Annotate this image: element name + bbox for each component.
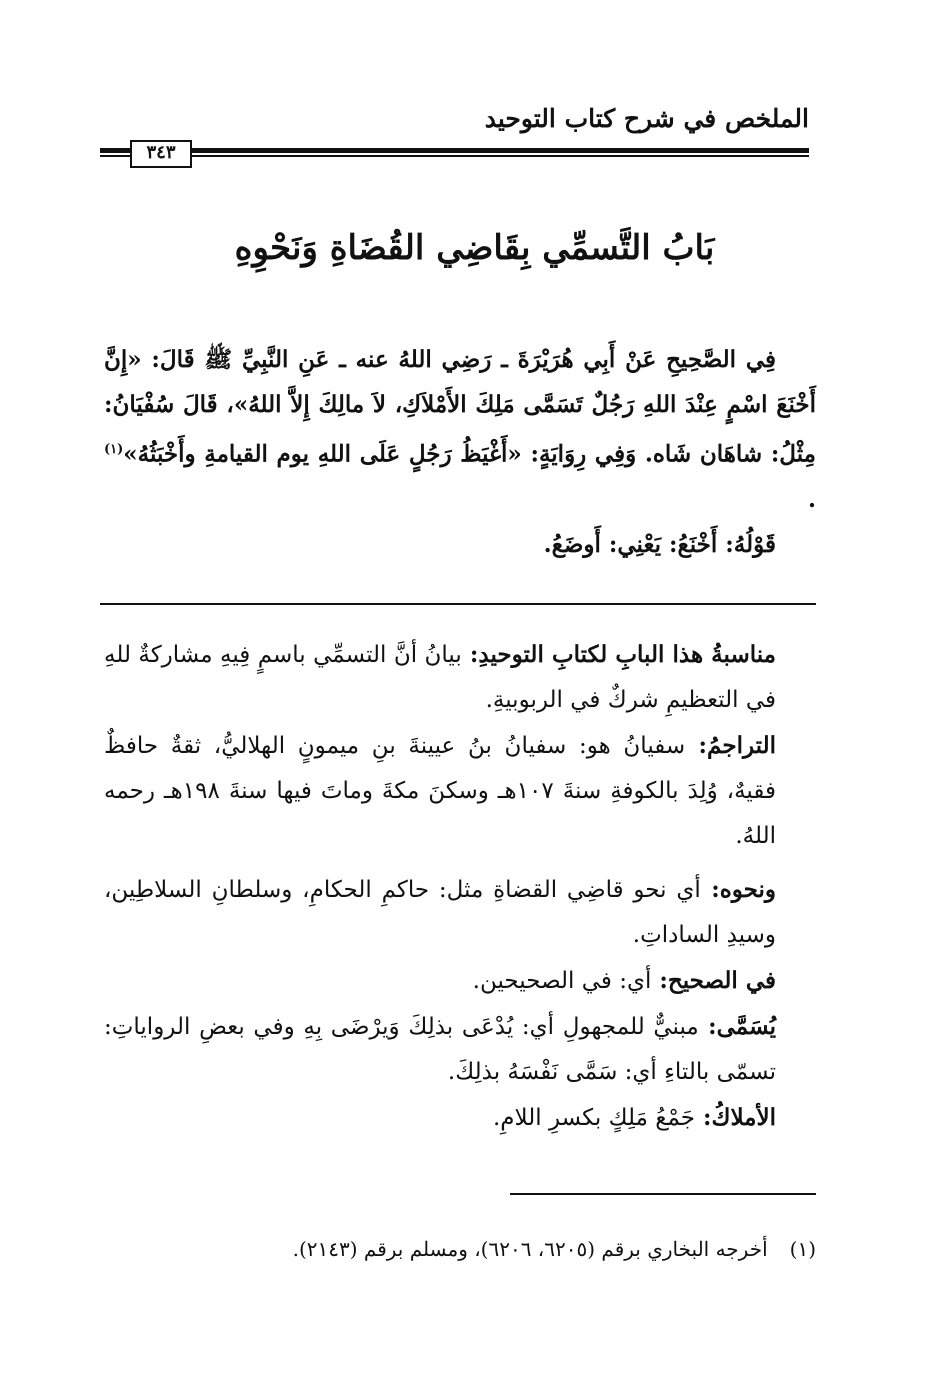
commentary-paragraph <box>104 632 816 723</box>
commentary-text: جَمْعُ مَلِكٍ بكسرِ اللامِ. <box>492 1105 695 1131</box>
qawluh-label: قَوْلُهُ: <box>717 530 776 558</box>
sufyan-text: شاهَان شَاه. <box>636 440 763 468</box>
section-separator <box>100 603 816 605</box>
commentary-label: مناسبةُ هذا البابِ لكتابِ التوحيدِ: <box>461 641 776 668</box>
commentary-block <box>104 632 816 1141</box>
hadith-paragraph <box>104 337 816 522</box>
footnote-number: (١) <box>789 1237 816 1261</box>
hadith-block <box>104 337 816 567</box>
chapter-title: بَابُ التَّسمِّي بِقَاضِي القُضَاةِ وَنَحْوِهِ <box>234 228 715 268</box>
commentary-label: التراجمُ: <box>685 732 776 759</box>
footnote-text: أخرجه البخاري برقم (٦٢٠٥، ٦٢٠٦)، ومسلم برقم (٢١٤٣). <box>292 1237 768 1261</box>
commentary-text: سفيانُ هو: سفيانُ بنُ عيينةَ بنِ ميمونٍ الهلاليُّ، ثقةٌ حافظٌ فقيهٌ، وُلِدَ بالكوفةِ سنةَ ١٠٧هـ وسكنَ مكةَ وماتَ فيها سنةَ ١٩٨هـ رحمه اللهُ. <box>104 733 776 849</box>
footnote-separator <box>510 1193 816 1195</box>
header-rule <box>100 140 809 164</box>
commentary-text: أي نحو قاضِي القضاةِ مثل: حاكمِ الحكامِ، وسلطانِ السلاطِين، وسيدِ الساداتِ. <box>104 877 776 948</box>
commentary-label: يُسَمَّى: <box>698 1013 776 1040</box>
running-header-title: الملخص في شرح كتاب التوحيد <box>484 104 809 133</box>
riwaya-text: «أَغْيَظُ رَجُلٍ عَلَى اللهِ يوم القيامةِ وأَخْبَثُهُ» <box>123 440 522 468</box>
commentary-paragraph <box>104 1095 816 1141</box>
page-number: ٣٤٣ <box>130 140 192 168</box>
riwaya-label: وَفِي رِوَايَةٍ: <box>521 440 637 468</box>
hadith-text: «إِنَّ أَخْنَعَ اسْمٍ عِنْدَ اللهِ رَجُلٌ تَسَمَّى مَلِكَ الأَمْلاَكِ، لاَ مالِكَ إِلاَّ اللهُ» <box>104 346 816 418</box>
footnote-ref: (١) <box>104 442 124 457</box>
qawluh-line <box>104 522 816 567</box>
sufyan-label: ، قَالَ سُفْيَانُ: مِثْلُ: <box>104 391 816 468</box>
commentary-text: أي: في الصحيحين. <box>472 968 652 994</box>
commentary-paragraph <box>104 958 816 1004</box>
header-rule-thin <box>100 155 809 157</box>
commentary-label: الأملاكُ: <box>694 1104 776 1131</box>
commentary-text: بيانُ أنَّ التسمِّي باسمٍ فِيهِ مشاركةٌ للهِ في التعظيمِ شركٌ في الربوبيةِ. <box>104 642 776 713</box>
commentary-text: مبنيٌّ للمجهولِ أي: يُدْعَى بذلِكَ وَيرْضَى بِهِ وفي بعضِ الرواياتِ: تسمّى بالتاءِ أي: سَمَّى نَفْسَهُ بذلِكَ. <box>104 1014 776 1085</box>
qawluh-text: أَخْنَعُ: يَعْنِي: أَوضَعُ. <box>543 530 718 558</box>
hadith-intro: فِي الصَّحِيحِ عَنْ أَبِي هُرَيْرَةَ ـ رَضِي اللهُ عنه ـ عَنِ النَّبِيِّ ﷺ قَالَ: <box>141 346 776 373</box>
commentary-label: في الصحيح: <box>651 967 776 994</box>
commentary-paragraph <box>104 1004 816 1095</box>
header-rule-thick <box>100 148 809 153</box>
commentary-paragraph <box>104 723 816 859</box>
hadith-end: . <box>807 485 816 513</box>
footnote <box>100 1235 816 1263</box>
commentary-label: ونحوه: <box>700 876 776 903</box>
commentary-paragraph <box>104 867 816 958</box>
